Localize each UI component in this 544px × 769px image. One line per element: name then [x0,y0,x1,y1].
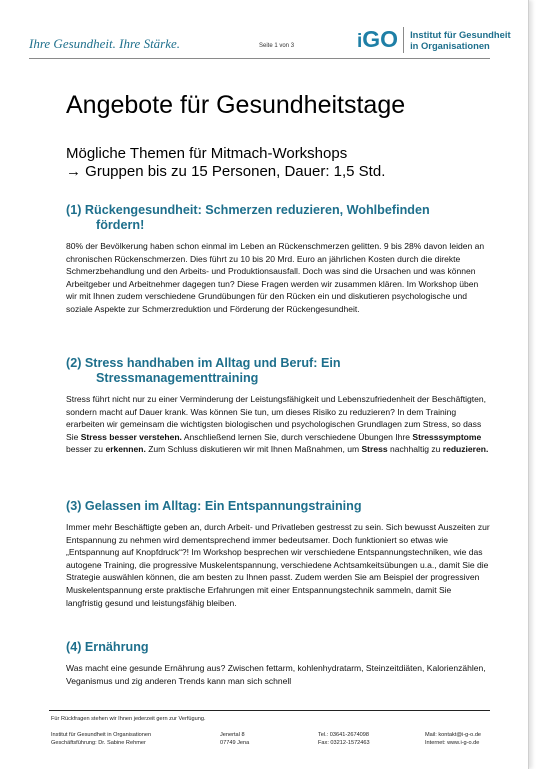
section-stress-management [66,356,490,456]
logo-divider [403,27,404,53]
logo-text: Institut für Gesundheit in Organisationen [410,29,511,51]
footer-phone: Tel.: 03641-2674098 Fax: 03212-1572463 [318,732,370,746]
section-heading: (3) Gelassen im Alltag: Ein Entspannungstraining [66,499,362,513]
section-back-health [66,203,490,316]
section-nutrition [66,640,490,687]
footer-note: Für Rückfragen stehen wir Ihnen jederzeit gern zur Verfügung. [51,716,206,722]
footer-company: Institut für Gesundheit in Organisationen Geschäftsführung: Dr. Sabine Rehmer [51,732,152,746]
footer-contact: Mail: kontakt@i-g-o.de Internet: www.i-g-o.de [425,732,482,746]
section-heading: (2) Stress handhaben im Alltag und Beruf: Ein Stressmanagementtraining [66,356,341,385]
page-number: Seite 1 von 3 [259,43,295,49]
igo-logo [357,27,511,53]
section-body: Was macht eine gesunde Ernährung aus? Zwischen fettarm, kohlenhydratarm, Steinzeitdiäten, Kalorienzählen, Veganismus und zig anderen Trends kann man sich schnell [66,663,486,686]
section-body: 80% der Bevölkerung haben schon einmal im Leben an Rückenschmerzen gelitten. 9 bis 28% davon leiden an chronischen Rückenschmerzen. Dies führt zu 10 bis 20 Mrd. Euro an jährlichen Kosten durch die direkte Schmerzbehandlung und den Arbeits- und Produktionsausfall. Doch was sind die Ursachen und was können Arbeitgeber und Arbeitnehmer dagegen tun? Diese Fragen werden wir zusammen klären. Im Workshop üben wir mit Ihnen zudem verschiedene Grundübungen für den Rücken ein und diskutieren psychologische und soziale Aspekte zur Schmerzreduktion und Förderung der Rückengesundheit. [66,241,485,314]
arrow-icon: → [66,163,81,180]
section-body: Stress führt nicht nur zu einer Verminderung der Leistungsfähigkeit und Lebenszufriedenheit der Beschäftigten, sondern macht auf Dauer krank. Was können Sie tun, um dieses Risiko zu reduzieren? In dem Training erarbeiten wir gemeinsam die wichtigsten biologischen und psychologischen Grundlagen zum Stress, so dass Sie Stress besser verstehen. Anschließend lernen Sie, durch verschiedene Übungen Ihre Stresssymptome besser zu erkennen. Zum Schluss diskutieren wir mit Ihnen Maßnahmen, um Stress nachhaltig zu reduzieren. [66,394,489,455]
subtitle-line-2: → Gruppen bis zu 15 Personen, Dauer: 1,5 Std. [66,163,386,180]
page-title: Angebote für Gesundheitstage [66,91,406,119]
header-divider [29,58,490,59]
section-heading: (1) Rückengesundheit: Schmerzen reduzieren, Wohlbefinden fördern! [66,203,430,232]
section-body: Immer mehr Beschäftigte geben an, durch Arbeit- und Privatleben gestresst zu sein. Sich bewusst Auszeiten zur Entspannung zu nehmen wird dementsprechend immer bedeutsamer. Doch funktioniert so etwas wie „Entspannung auf Knopfdruck“?! Im Workshop besprechen wir verschiedene Entspannungstechniken, wie das autogene Training, die progressive Muskelentspannung, verschiedene Achtsamkeitsübungen u.a., damit Sie die Strategie auswählen können, die am besten zu Ihnen passt. Zudem werden Sie am Beispiel der progressiven Muskelentspannung erste praktische Erfahrungen mit einer Entspannungstechnik sammeln, damit Sie langfristig gesund und leistungsfähig bleiben. [66,522,490,608]
footer-address: Jenertal 8 07749 Jena [220,732,250,746]
tagline: Ihre Gesundheit. Ihre Stärke. [29,36,181,51]
subtitle-line-1: Mögliche Themen für Mitmach-Workshops [66,145,348,162]
section-heading: (4) Ernährung [66,640,149,654]
subtitle [66,145,385,181]
footer-divider [49,710,490,711]
section-relaxation [66,499,490,609]
logo-mark: iGO [357,25,399,52]
